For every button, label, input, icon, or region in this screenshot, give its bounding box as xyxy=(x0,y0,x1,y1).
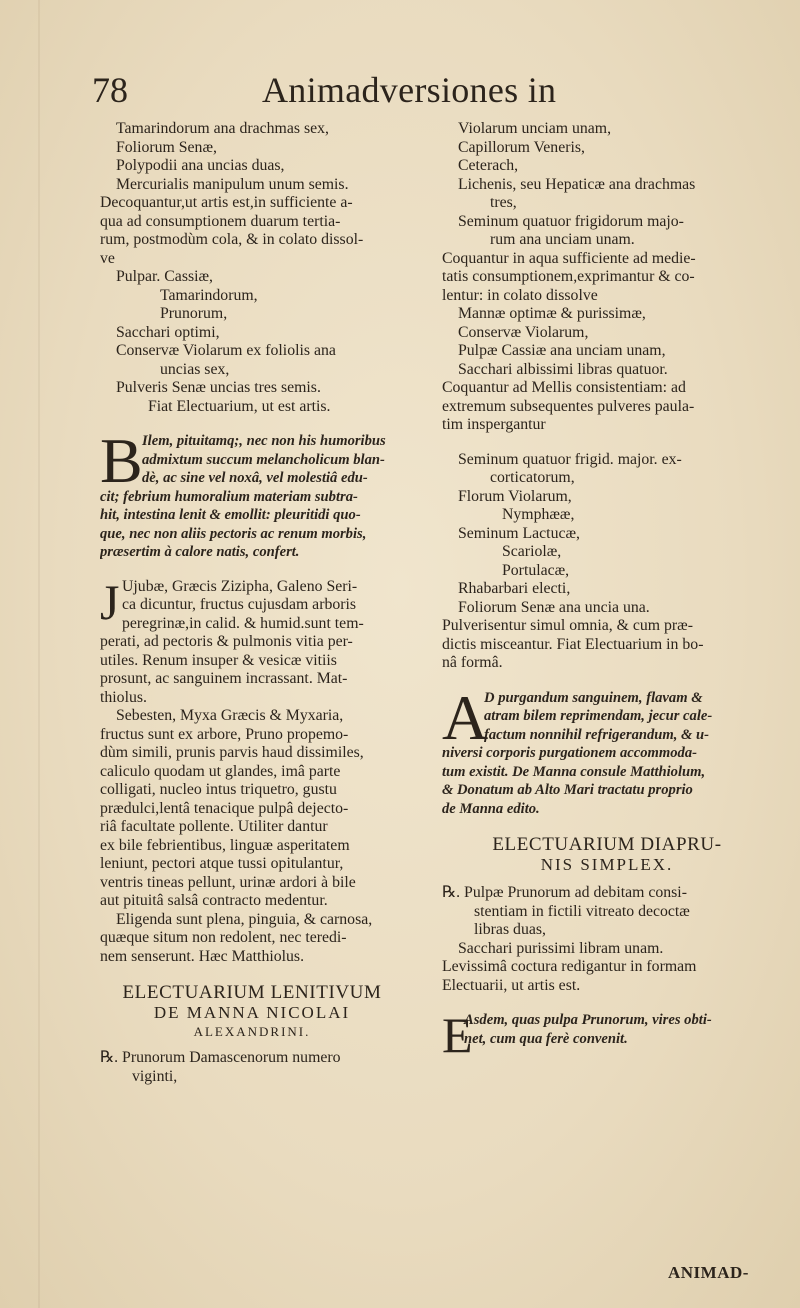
text-line: ex bile febrientibus, linguæ asperitatem xyxy=(100,836,350,854)
text-line: Conservæ Violarum ex foliolis ana xyxy=(116,342,336,359)
paragraph-j xyxy=(100,573,404,708)
text-line: tatis consumptionem,exprimantur & co- xyxy=(442,268,695,285)
text-line: Coquantur ad Mellis consistentiam: ad xyxy=(442,379,686,396)
text-line: corticatorum, xyxy=(490,469,575,486)
text-line: Ceterach, xyxy=(458,157,519,174)
text-line: net, cum qua ferè convenit. xyxy=(464,1030,628,1047)
text-line: Seminum quatuor frigid. major. ex- xyxy=(458,450,682,468)
left-column xyxy=(100,120,404,1086)
drop-cap-a: A xyxy=(442,681,489,753)
text-line: tum existit. De Manna consule Matthiolum, xyxy=(442,763,706,780)
paragraph-e xyxy=(442,1007,772,1063)
text-line: rum, postmodùm cola, & in colato dissol- xyxy=(100,231,364,248)
text-line: uncias sex, xyxy=(160,360,230,378)
text-line: stentiam in fictili vitreato decoctæ xyxy=(474,902,690,920)
text-line: Tamarindorum ana drachmas sex, xyxy=(116,120,329,137)
text-line: fructus sunt ex arbore, Pruno propemo- xyxy=(100,725,349,743)
text-line: Capillorum Veneris, xyxy=(458,138,585,156)
text-line: prosunt, ac sanguinem incrassant. Mat- xyxy=(100,670,348,687)
text-line: Rhabarbari electi, xyxy=(458,580,571,597)
text-line: libras duas, xyxy=(474,921,546,938)
text-line: ve xyxy=(100,249,115,267)
section-subtitle: ALEXANDRINI. xyxy=(193,1024,311,1039)
text-line: hit, intestina lenit & emollit: pleuritidi quo- xyxy=(100,507,361,523)
text-line: Lichenis, seu Hepaticæ ana drachmas xyxy=(458,175,696,193)
text-line: cit; febrium humoralium materiam subtra- xyxy=(100,488,358,505)
text-line: quæque situm non redolent, nec teredi- xyxy=(100,929,347,946)
text-line: Conservæ Violarum, xyxy=(458,323,589,341)
text-line: tres, xyxy=(490,194,517,211)
text-line: aut pituitâ salsâ contracto medentur. xyxy=(100,892,328,909)
text-line: præsertim à calore natis, confert. xyxy=(100,544,300,560)
text-line: nâ formâ. xyxy=(442,654,503,671)
text-line: Polypodii ana uncias duas, xyxy=(116,157,285,174)
section-title: ELECTUARIUM LENITIVUM xyxy=(122,982,382,1003)
text-line: & Donatum ab Alto Mari tractatu proprio xyxy=(442,782,693,798)
text-line: admixtum succum melancholicum blan- xyxy=(142,451,385,468)
text-line: Florum Violarum, xyxy=(458,487,572,505)
right-column xyxy=(442,120,772,1063)
text-line: tim inspergantur xyxy=(442,416,546,433)
text-line: lentur: in colato dissolve xyxy=(442,286,598,304)
text-line: Seminum Lactucæ, xyxy=(458,524,580,542)
text-line: utiles. Renum insuper & vesicæ vitiis xyxy=(100,651,337,669)
page-gutter-shadow xyxy=(38,0,40,1308)
paragraph-a xyxy=(442,681,772,819)
text-line: thiolus. xyxy=(100,688,147,706)
text-line: Scariolæ, xyxy=(502,543,562,560)
text-line: rum ana unciam unam. xyxy=(490,231,635,248)
text-line: colligati, nucleo intus triquetro, gustu xyxy=(100,781,337,798)
text-line: viginti, xyxy=(132,1067,178,1085)
section-subtitle: DE MANNA NICOLAI xyxy=(153,1003,351,1022)
drop-cap-e: E xyxy=(442,1007,473,1063)
text-line: ventris tineas pellunt, urinæ ardori à bile xyxy=(100,873,356,891)
text-line: Ilem, pituitamq;, nec non his humoribus xyxy=(142,433,386,449)
text-line: Sebesten, Myxa Græcis & Myxaria, xyxy=(116,707,344,724)
text-line: Decoquantur,ut artis est,in sufficiente a- xyxy=(100,194,353,211)
text-line: Portulacæ, xyxy=(502,561,570,579)
text-line: ca dicuntur, fructus cujusdam arboris xyxy=(122,596,357,613)
text-line: caliculo quodam ut glandes, imâ parte xyxy=(100,762,341,780)
text-line: riâ facultate pollente. Utiliter dantur xyxy=(100,818,328,835)
text-line: Electuarii, ut artis est. xyxy=(442,976,581,994)
text-line: niversi corporis purgationem accommoda- xyxy=(442,745,697,761)
paragraph-b xyxy=(100,425,404,562)
text-line: Prunorum, xyxy=(160,305,228,322)
text-line: qua ad consumptionem duarum tertia- xyxy=(100,212,341,230)
text-line: Sacchari albissimi libras quatuor. xyxy=(458,360,668,378)
text-line: Levissimâ coctura redigantur in formam xyxy=(442,958,697,975)
text-line: Pulveris Senæ uncias tres semis. xyxy=(116,379,321,396)
text-line: Sacchari optimi, xyxy=(116,323,220,341)
catchword: ANIMAD- xyxy=(668,1263,749,1282)
text-line: Seminum quatuor frigidorum majo- xyxy=(458,212,684,230)
text-line: Sacchari purissimi libram unam. xyxy=(458,939,664,957)
text-line: Coquantur in aqua sufficiente ad medie- xyxy=(442,249,696,267)
text-line: atram bilem reprimendam, jecur cale- xyxy=(484,708,713,724)
text-line: ℞. Prunorum Damascenorum numero xyxy=(100,1049,341,1066)
text-line: D purgandum sanguinem, flavam & xyxy=(484,689,703,706)
text-line: Violarum unciam unam, xyxy=(458,120,612,137)
running-title: Animadversiones in xyxy=(262,70,557,110)
text-line: Nymphææ, xyxy=(502,506,575,523)
text-line: Tamarindorum, xyxy=(160,286,258,304)
page-header xyxy=(0,70,800,118)
text-line: Mannæ optimæ & purissimæ, xyxy=(458,305,646,322)
text-line: nem senserunt. Hæc Matthiolus. xyxy=(100,947,305,965)
text-line: leniunt, pectori atque tussi opitulantur, xyxy=(100,855,344,872)
text-line: Foliorum Senæ, xyxy=(116,138,217,156)
page-number: 78 xyxy=(92,70,128,110)
drop-cap-b: B xyxy=(100,425,143,496)
text-line: Eligenda sunt plena, pinguia, & carnosa, xyxy=(116,910,373,928)
text-line: Pulpar. Cassiæ, xyxy=(116,268,213,285)
text-line: perati, ad pectoris & pulmonis vitia per- xyxy=(100,633,353,650)
text-line: prædulci,lentâ tenacique pulpâ dejecto- xyxy=(100,799,349,817)
text-line: Fiat Electuarium, ut est artis. xyxy=(148,397,331,415)
text-line: extremum subsequentes pulveres paula- xyxy=(442,397,695,415)
text-line: dè, ac sine vel noxâ, vel molestiâ edu- xyxy=(142,470,368,486)
text-line: Mercurialis manipulum unum semis. xyxy=(116,175,349,193)
section-subtitle: NIS SIMPLEX. xyxy=(540,855,674,874)
text-line: ℞. Pulpæ Prunorum ad debitam consi- xyxy=(442,884,687,901)
text-line: Pulverisentur simul omnia, & cum præ- xyxy=(442,617,693,634)
text-line: dictis misceantur. Fiat Electuarium in bo- xyxy=(442,635,704,653)
text-line: dùm simili, prunis parvis haud dissimiles, xyxy=(100,744,364,761)
text-line: de Manna edito. xyxy=(442,800,540,817)
drop-cap-j: J xyxy=(100,573,120,630)
text-line: Ujubæ, Græcis Zizipha, Galeno Seri- xyxy=(122,577,358,595)
text-line: que, nec non aliis pectoris ac renum morbis, xyxy=(100,525,367,542)
text-line: Pulpæ Cassiæ ana unciam unam, xyxy=(458,342,666,359)
section-title: ELECTUARIUM DIAPRU- xyxy=(492,834,722,855)
text-line: peregrinæ,in calid. & humid.sunt tem- xyxy=(122,614,364,632)
text-line: Foliorum Senæ ana uncia una. xyxy=(458,598,650,616)
text-line: Asdem, quas pulpa Prunorum, vires obti- xyxy=(464,1012,712,1028)
text-line: factum nonnihil refrigerandum, & u- xyxy=(484,726,710,743)
